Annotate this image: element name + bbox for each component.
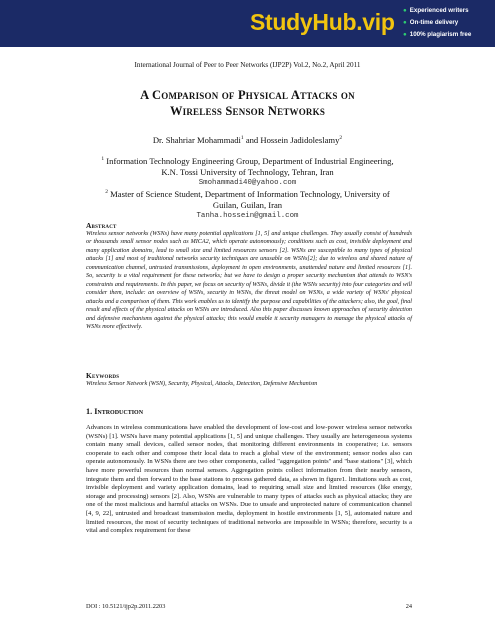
check-icon: ●	[403, 31, 407, 38]
studyhub-logo[interactable]: StudyHub.vip	[250, 9, 395, 35]
keywords-text: Wireless Sensor Network (WSN), Security, Physical, Attacks, Detection, Defensive Mechanism	[86, 381, 318, 387]
section-heading-introduction: 1. Introduction	[86, 407, 144, 416]
author-email: Smohammadi40@yahoo.com	[198, 178, 297, 187]
affiliation-1: $^1$ Information Technology Engineering Group, Department of Industrial Engineering, K.N. Tossi University of Technology, Tehran, Iran Smohammadi40@yahoo.com	[60, 154, 435, 189]
doi-text: DOI : 10.5121/ijp2p.2011.2203	[86, 603, 166, 610]
author-conjunction: and	[243, 135, 261, 145]
author-superscript: 1	[240, 135, 244, 142]
feature-item: ● On-time delivery	[403, 19, 459, 26]
feature-item: ● 100% plagiarism free	[403, 31, 472, 38]
author-email: Tanha.hossein@gmail.com	[196, 211, 299, 220]
journal-header: International Journal of Peer to Peer Networks (IJP2P) Vol.2, No.2, April 2011	[134, 61, 361, 69]
page-number: 24	[405, 603, 412, 610]
introduction-text: Advances in wireless communications have enabled the development of low-cost and low-power wireless sensor networks (WSNs) [1]. WSNs have many potential applications [1, 5] and unique challenges. They usually are heterogeneous systems contain many small devices, called sensor nodes, that monitoring different environments in cooperative; i.e. sensors cooperate to each other and compose their local data to reach a global view of the environment; sensor nodes also can operate autonomously. In WSNs there are two other components, called "aggregation points" and "base stations" [3], which have more powerful resources than normal sensors. Aggregation points collect information from their nearby sensors, integrate them and then forward to the base stations to process gathered data, as shown in figure1. limitations such as cost, invisible deployment and variety application domains, lead to requiring small size and limited resources (like energy, storage and processing) sensors [2]. Also, WSNs are vulnerable to many types of attacks such as physical attacks; they are one of the most malicious and harmful attacks on WSNs. Due to unsafe and unprotected nature of communication channel [4, 9, 22], untrusted and broadcast transmission media, deployment in hostile environments [1, 5], automated nature and limited resources, the most of security techniques of traditional networks are impossible in WSNs; therefore, security is a vital and complex requirement for these	[86, 424, 412, 535]
promo-banner[interactable]	[0, 0, 495, 47]
affiliation-superscript: 2	[105, 189, 108, 195]
paper-title	[0, 87, 495, 119]
check-icon: ●	[403, 7, 407, 14]
author-line	[0, 135, 495, 145]
affiliation-superscript: 1	[101, 156, 105, 162]
affiliation-2: $^2$ Master of Science Student, Department of Information Technology, University of Guilan, Guilan, Iran Tanha.hossein@gmail.com	[60, 187, 435, 222]
title-line: A Comparison of Physical Attacks on	[140, 88, 355, 102]
feature-list	[403, 5, 493, 41]
abstract-heading: Abstract	[86, 221, 117, 230]
abstract-text: Wireless sensor networks (WSNs) have many potential applications [1, 5] and unique challenges. They usually consist of hundreds or thousands small sensor nodes such as MICA2, which operate autonomously; conditions such as cost, invisible deployment and many application domains, lead to small size and limited resources sensors [2]. WSNs are susceptible to many types of physical attacks [1] and most of traditional networks security techniques are unusable on WSNs[2]; due to wireless and shared nature of communication channel, untrusted transmissions, deployment in open environments, unattended nature and limited resources [1]. So, security is a vital requirement for these networks; but we have to design a proper security mechanism that attends to WSN's constraints and requirements. In this paper, we focus on security of WSNs, divide it (the WSNs security) into four categories and will consider them, include: an overview of WSNs, security in WSNs, the threat model on WSNs, a wide variety of WSNs' physical attacks and a comparison of them. This work enables us to identify the purpose and capabilities of the attackers; also, the goal, final result and effects of the physical attacks on WSNs are introduced. Also this paper discusses known approaches of security detection and defensive mechanisms against the physical attacks; this would enable it security managers to manage the physical attacks of WSNs more effectively.	[86, 231, 412, 330]
author-superscript: 2	[339, 135, 343, 142]
keywords-heading: Keywords	[86, 371, 120, 380]
check-icon: ●	[403, 19, 407, 26]
feature-item: ● Experienced writers	[403, 7, 469, 14]
author-name: Dr. Shahriar Mohammadi	[152, 135, 241, 145]
author-name: Hossein Jadidoleslamy	[260, 135, 340, 145]
title-line: Wireless Sensor Networks	[169, 104, 326, 118]
